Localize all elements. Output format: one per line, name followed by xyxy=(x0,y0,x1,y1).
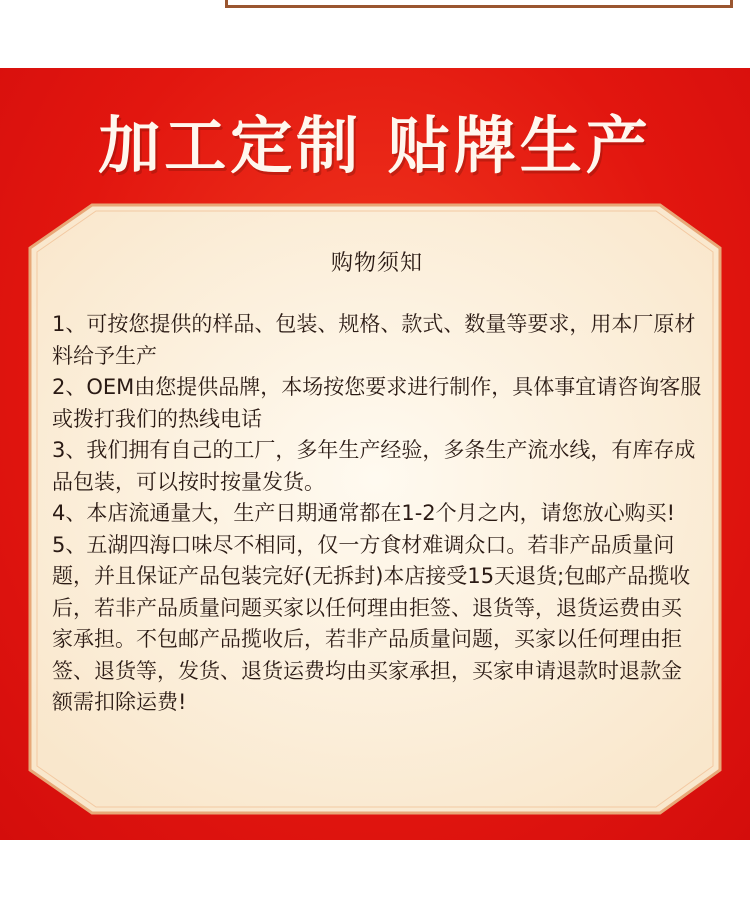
notice-item-3: 3、我们拥有自己的工厂，多年生产经验，多条生产流水线，有库存成品包装，可以按时按量发货。 xyxy=(52,438,696,494)
notice-panel xyxy=(52,246,702,719)
notice-list xyxy=(52,309,702,719)
notice-item-4: 4、本店流通量大，生产日期通常都在1-2个月之内，请您放心购买! xyxy=(52,501,676,525)
banner-headline: 加工定制 贴牌生产 xyxy=(98,109,652,182)
notice-item-5: 5、五湖四海口味尽不相同，仅一方食材难调众口。若非产品质量问题，并且保证产品包装完好(无拆封)本店接受15天退货;包邮产品揽收后，若非产品质量问题买家以任何理由拒签、退货等，退货运费由买家承担。不包邮产品揽收后，若非产品质量问题，买家以任何理由拒签、退货等，发货、退货运费均由买家承担，买家申请退款时退款金额需扣除运费! xyxy=(52,532,691,714)
notice-item-1: 1、可按您提供的样品、包装、规格、款式、数量等要求，用本厂原材料给予生产 xyxy=(52,312,696,368)
notice-item-2: 2、OEM由您提供品牌，本场按您要求进行制作，具体事宜请咨询客服或拨打我们的热线电话 xyxy=(52,375,702,431)
top-decorative-frame xyxy=(225,0,733,8)
promo-banner xyxy=(0,68,750,840)
notice-title: 购物须知 xyxy=(330,251,423,276)
